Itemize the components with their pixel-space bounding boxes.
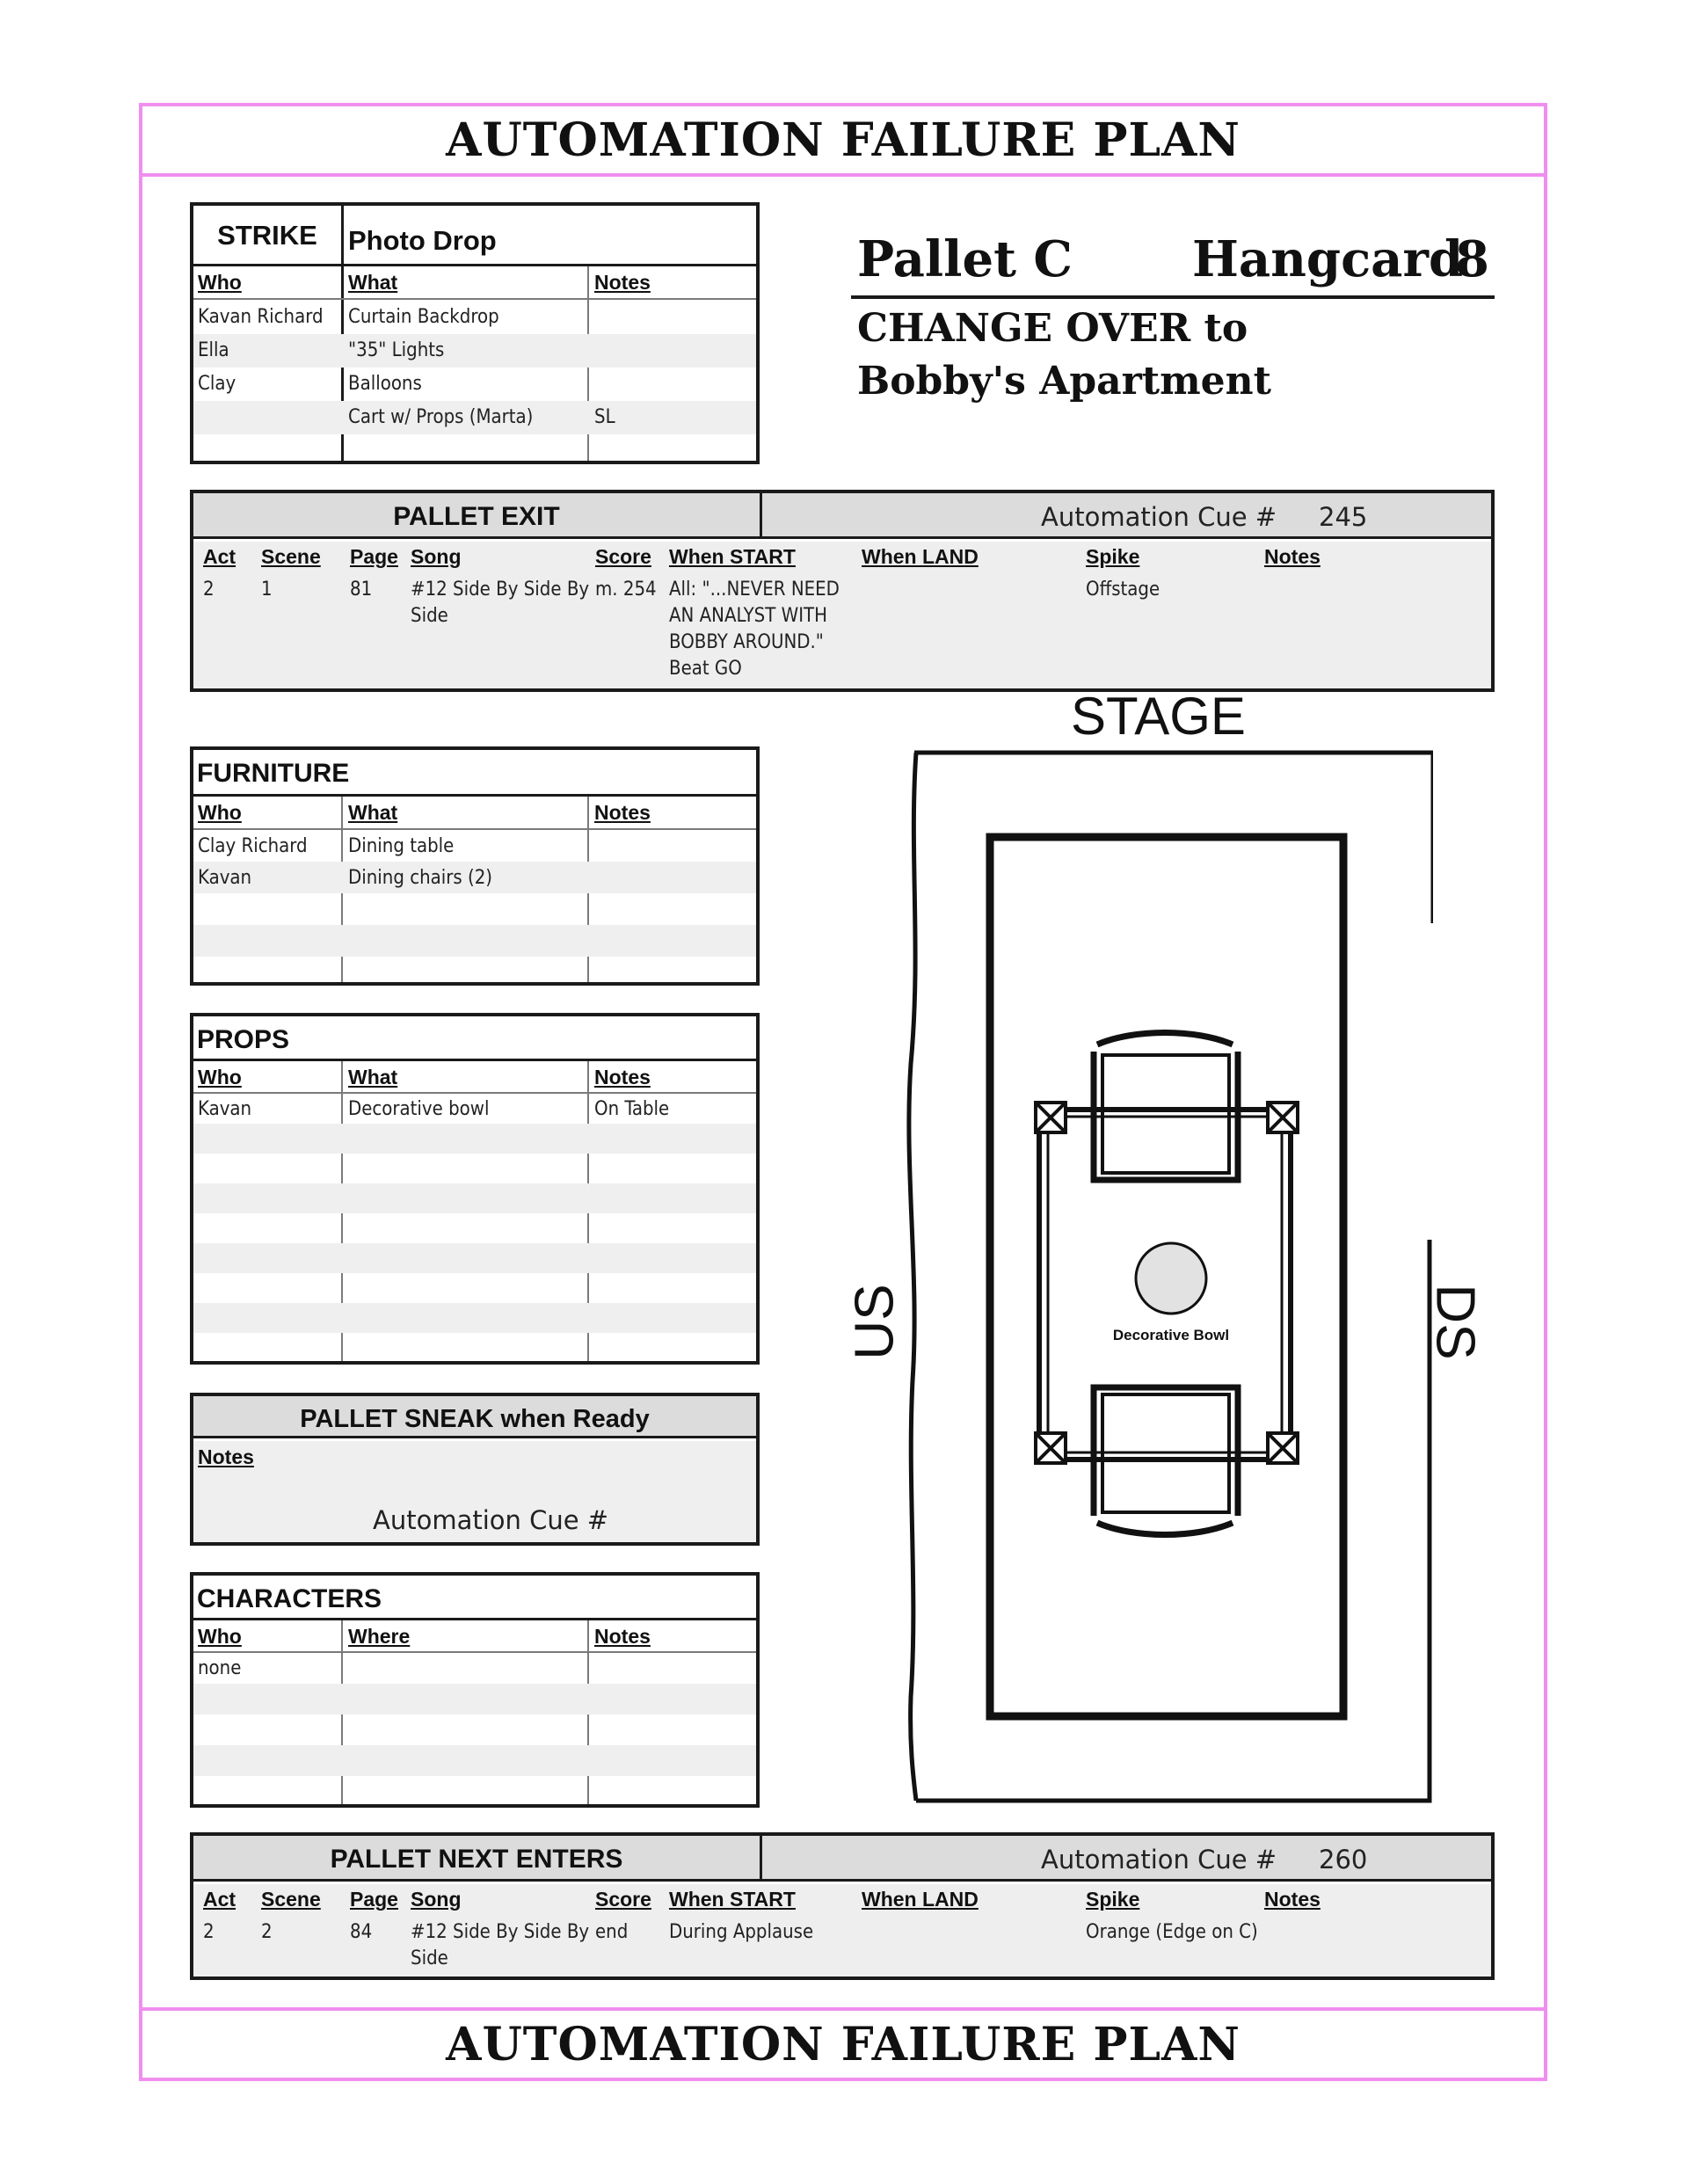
table-row (193, 1213, 756, 1243)
decorative-bowl (1136, 1243, 1206, 1314)
exit-start-2: AN ANALYST WITH (669, 605, 827, 627)
exit-score: m. 254 (595, 579, 657, 601)
table-row: Clay Richard Dining table (198, 835, 455, 857)
table-row (193, 1273, 756, 1303)
furniture-table: FURNITURE Who What Notes Clay Richard Dining table Kavan Dining chairs (2) (190, 746, 760, 986)
props-table: PROPS Who What Notes Kavan Decorative bowl On Table (190, 1013, 760, 1365)
table-row (193, 1124, 756, 1154)
pallet-sneak-cue-label: Automation Cue # (373, 1505, 609, 1535)
table-row (193, 1745, 756, 1776)
header-band (142, 106, 1544, 177)
document-title: AUTOMATION FAILURE PLAN (446, 113, 1241, 167)
props-title: PROPS (197, 1025, 290, 1054)
exit-scene: 1 (261, 579, 273, 601)
table-row (193, 1776, 756, 1808)
next-page: 84 (350, 1921, 373, 1943)
table-row: Kavan Dining chairs (2) (193, 862, 756, 893)
table-row (193, 1154, 756, 1183)
footer-band (142, 2007, 1544, 2078)
strike-header-notes: Notes (594, 271, 651, 294)
exit-page: 81 (350, 579, 373, 601)
characters-title: CHARACTERS (197, 1584, 382, 1613)
next-act: 2 (203, 1921, 215, 1943)
table-row: Cart w/ Props (Marta) SL (193, 401, 756, 434)
table-row: none (198, 1657, 242, 1679)
us-label: US (844, 1284, 906, 1360)
pallet-exit-title: PALLET EXIT (393, 502, 560, 531)
exit-start-1: All: "...NEVER NEED (669, 579, 840, 601)
table-row (193, 1183, 756, 1213)
next-song-1: #12 Side By Side By (411, 1921, 590, 1943)
exit-start-4: Beat GO (669, 658, 742, 680)
strike-table (190, 202, 760, 464)
table-row (193, 957, 756, 986)
heading-underline (851, 295, 1495, 299)
stage-diagram (906, 747, 1433, 1811)
exit-start-3: BOBBY AROUND." (669, 631, 824, 653)
pallet-exit-body: Act Scene Page Song Score When START When LAND Spike Notes 2 1 81 #12 Side By Side By Side m. 254 All: "...NEVER NEED AN ANALYST WITH BOBBY AROUND." Beat GO Offstage (193, 542, 1491, 688)
characters-table: CHARACTERS Who Where Notes none (190, 1572, 760, 1808)
footer-title: AUTOMATION FAILURE PLAN (446, 2017, 1241, 2071)
pallet-next-cue-label: Automation Cue # (1041, 1845, 1277, 1875)
table-row: Kavan Richard Curtain Backdrop (198, 306, 499, 328)
stage-label: STAGE (1071, 687, 1246, 746)
pallet-sneak-box (190, 1393, 760, 1546)
table-row (193, 1303, 756, 1333)
table-row (193, 434, 756, 464)
pallet-next-title: PALLET NEXT ENTERS (330, 1845, 623, 1874)
next-score: end (595, 1921, 629, 1943)
table-row: Kavan Decorative bowl On Table (198, 1098, 670, 1120)
changeover-line-1: CHANGE OVER to (857, 306, 1248, 351)
pallet-name: Pallet C (857, 230, 1073, 288)
table-row (193, 925, 756, 957)
table-row (193, 893, 756, 925)
table-row (193, 1714, 756, 1745)
exit-act: 2 (203, 579, 215, 601)
strike-header-who: Who (198, 271, 242, 294)
next-start-1: During Applause (669, 1921, 814, 1943)
next-song-2: Side (411, 1947, 448, 1969)
table-row: Ella "35" Lights (193, 334, 756, 368)
exit-spike: Offstage (1086, 579, 1160, 601)
pallet-exit-cue-number: 245 (1319, 502, 1368, 532)
furniture-title: FURNITURE (197, 759, 350, 788)
strike-label: STRIKE (217, 220, 317, 251)
hangcard-label: Hangcard (1192, 230, 1464, 288)
pallet-exit-cue-label: Automation Cue # (1041, 502, 1277, 532)
pallet-sneak-notes-label: Notes (198, 1445, 254, 1468)
pallet-exit-header (193, 493, 1491, 539)
exit-song-2: Side (411, 605, 448, 627)
table-row (193, 1243, 756, 1273)
strike-title: Photo Drop (348, 225, 497, 256)
changeover-line-2: Bobby's Apartment (857, 359, 1271, 404)
pallet-next-cue-number: 260 (1319, 1845, 1368, 1875)
hangcard-number: 8 (1455, 230, 1489, 288)
pallet-next-header (193, 1836, 1491, 1882)
pallet-sneak-title: PALLET SNEAK when Ready (300, 1405, 650, 1433)
strike-header-what: What (348, 271, 398, 294)
ds-label: DS (1424, 1284, 1486, 1360)
table-row: Clay Balloons (198, 373, 422, 395)
dining-chair-top (1094, 1033, 1238, 1181)
pallet-next-enters-table (190, 1832, 1495, 1980)
decorative-bowl-label: Decorative Bowl (1112, 1327, 1230, 1343)
exit-song-1: #12 Side By Side By (411, 579, 590, 601)
pallet-exit-table (190, 490, 1495, 692)
next-scene: 2 (261, 1921, 273, 1943)
next-spike: Orange (Edge on C) (1086, 1921, 1258, 1943)
pallet-next-body: Act Scene Page Song Score When START When LAND Spike Notes 2 2 84 #12 Side By Side By Side end During Applause Orange (Edge on C) (193, 1884, 1491, 1977)
table-row (193, 1684, 756, 1714)
